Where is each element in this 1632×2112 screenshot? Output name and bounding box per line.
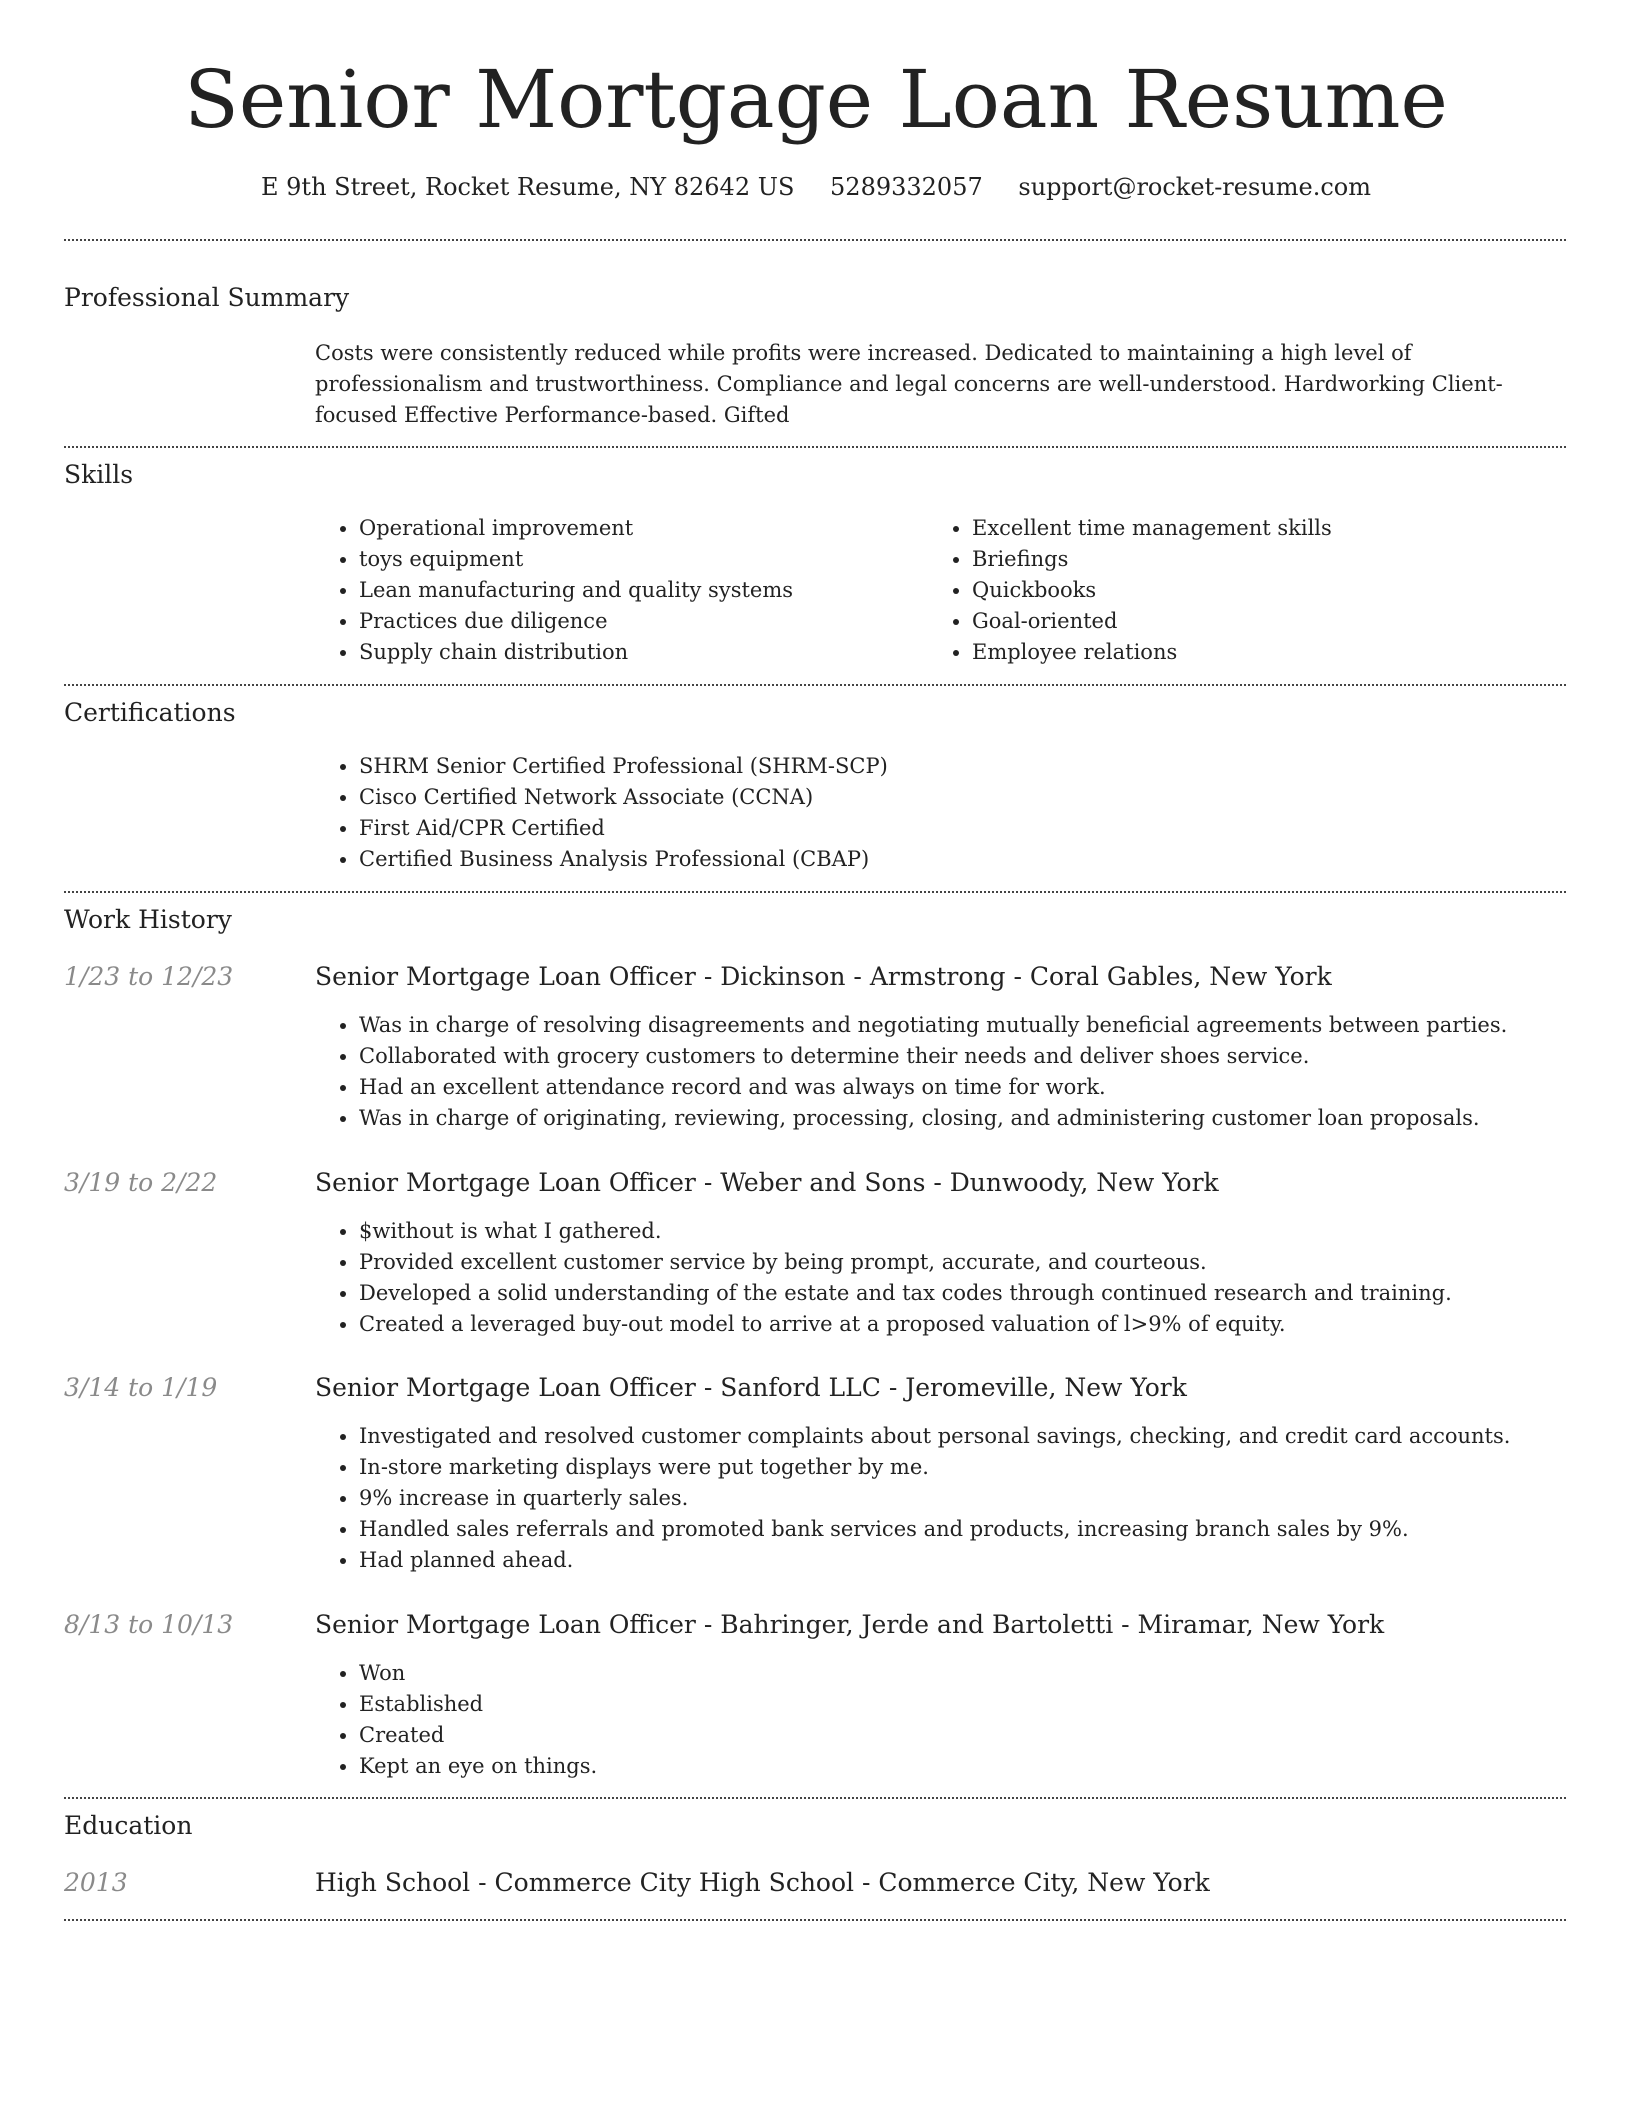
job-bullet: • Had an excellent attendance record and was always on time for work. <box>359 1072 1565 1103</box>
skill-item: • Practices due diligence <box>359 606 915 637</box>
certification-item: • Cisco Certified Network Associate (CCNA) <box>359 782 1565 813</box>
job-bullet: • Developed a solid understanding of the estate and tax codes through continued research and training. <box>359 1278 1565 1309</box>
divider <box>64 1919 1566 1921</box>
job-bullet: • Investigated and resolved customer complaints about personal savings, checking, and credit card accounts. <box>359 1421 1565 1452</box>
certifications-list <box>315 751 1565 875</box>
divider <box>64 446 1566 448</box>
skill-item: • Quickbooks <box>972 575 1558 606</box>
job-bullet: • In-store marketing displays were put together by me. <box>359 1452 1565 1483</box>
skill-item: • Supply chain distribution <box>359 637 915 668</box>
job-bullets <box>315 1658 1565 1782</box>
section-heading-education: Education <box>64 1811 193 1840</box>
skill-item: • Lean manufacturing and quality systems <box>359 575 915 606</box>
job-date: 3/19 to 2/22 <box>64 1168 218 1197</box>
divider <box>64 1797 1566 1799</box>
job-bullet: • Handled sales referrals and promoted bank services and products, increasing branch sales by 9%. <box>359 1514 1565 1545</box>
section-heading-certifications: Certifications <box>64 698 236 727</box>
certification-item: • SHRM Senior Certified Professional (SHRM-SCP) <box>359 751 1565 782</box>
job-bullet: • Collaborated with grocery customers to determine their needs and deliver shoes service. <box>359 1041 1565 1072</box>
job-title: Senior Mortgage Loan Officer - Sanford LLC - Jeromeville, New York <box>315 1373 1187 1402</box>
skill-item: • Excellent time management skills <box>972 513 1558 544</box>
job-bullet: • Was in charge of resolving disagreements and negotiating mutually beneficial agreements between parties. <box>359 1010 1565 1041</box>
skills-list-right <box>928 513 1558 668</box>
section-heading-work-history: Work History <box>64 905 232 934</box>
job-date: 8/13 to 10/13 <box>64 1610 234 1639</box>
divider <box>64 891 1566 893</box>
section-heading-summary: Professional Summary <box>64 283 350 312</box>
job-bullet: • Created <box>359 1720 1565 1751</box>
phone: 5289332057 <box>830 173 983 201</box>
email: support@rocket-resume.com <box>1018 173 1371 201</box>
skill-item: • Goal-oriented <box>972 606 1558 637</box>
job-bullet: • Had planned ahead. <box>359 1545 1565 1576</box>
job-date: 1/23 to 12/23 <box>64 962 234 991</box>
summary-text: Costs were consistently reduced while profits were increased. Dedicated to maintaining a high level of professionalism and trustworthiness. Compliance and legal concerns are well-understood. Hardworking Client-focused Effective Performance-based. Gifted <box>315 341 1503 427</box>
section-heading-skills: Skills <box>64 460 134 489</box>
skill-item: • Briefings <box>972 544 1558 575</box>
job-bullet: • Won <box>359 1658 1565 1689</box>
job-date: 3/14 to 1/19 <box>64 1373 218 1402</box>
job-title: Senior Mortgage Loan Officer - Dickinson - Armstrong - Coral Gables, New York <box>315 962 1332 991</box>
job-title: Senior Mortgage Loan Officer - Bahringer, Jerde and Bartoletti - Miramar, New York <box>315 1610 1385 1639</box>
divider <box>64 684 1566 686</box>
certification-item: • First Aid/CPR Certified <box>359 813 1565 844</box>
job-bullet: • 9% increase in quarterly sales. <box>359 1483 1565 1514</box>
divider <box>64 239 1566 241</box>
education-title: High School - Commerce City High School - Commerce City, New York <box>315 1868 1210 1897</box>
job-bullets <box>315 1216 1565 1340</box>
resume-title: Senior Mortgage Loan Resume <box>184 53 1448 146</box>
job-bullets <box>315 1421 1565 1576</box>
certification-item: • Certified Business Analysis Professional (CBAP) <box>359 844 1565 875</box>
job-bullets <box>315 1010 1565 1134</box>
job-bullet: • Established <box>359 1689 1565 1720</box>
job-title: Senior Mortgage Loan Officer - Weber and Sons - Dunwoody, New York <box>315 1168 1219 1197</box>
skill-item: • Operational improvement <box>359 513 915 544</box>
job-bullet: • Was in charge of originating, reviewing, processing, closing, and administering customer loan proposals. <box>359 1103 1565 1134</box>
skill-item: • toys equipment <box>359 544 915 575</box>
skills-list-left <box>315 513 915 668</box>
education-date: 2013 <box>64 1868 128 1897</box>
job-bullet: • Created a leveraged buy-out model to arrive at a proposed valuation of l>9% of equity. <box>359 1309 1565 1340</box>
job-bullet: • Provided excellent customer service by being prompt, accurate, and courteous. <box>359 1247 1565 1278</box>
address: E 9th Street, Rocket Resume, NY 82642 US <box>261 173 795 201</box>
contact-line <box>0 170 1632 204</box>
job-bullet: • Kept an eye on things. <box>359 1751 1565 1782</box>
job-bullet: • $without is what I gathered. <box>359 1216 1565 1247</box>
skill-item: • Employee relations <box>972 637 1558 668</box>
